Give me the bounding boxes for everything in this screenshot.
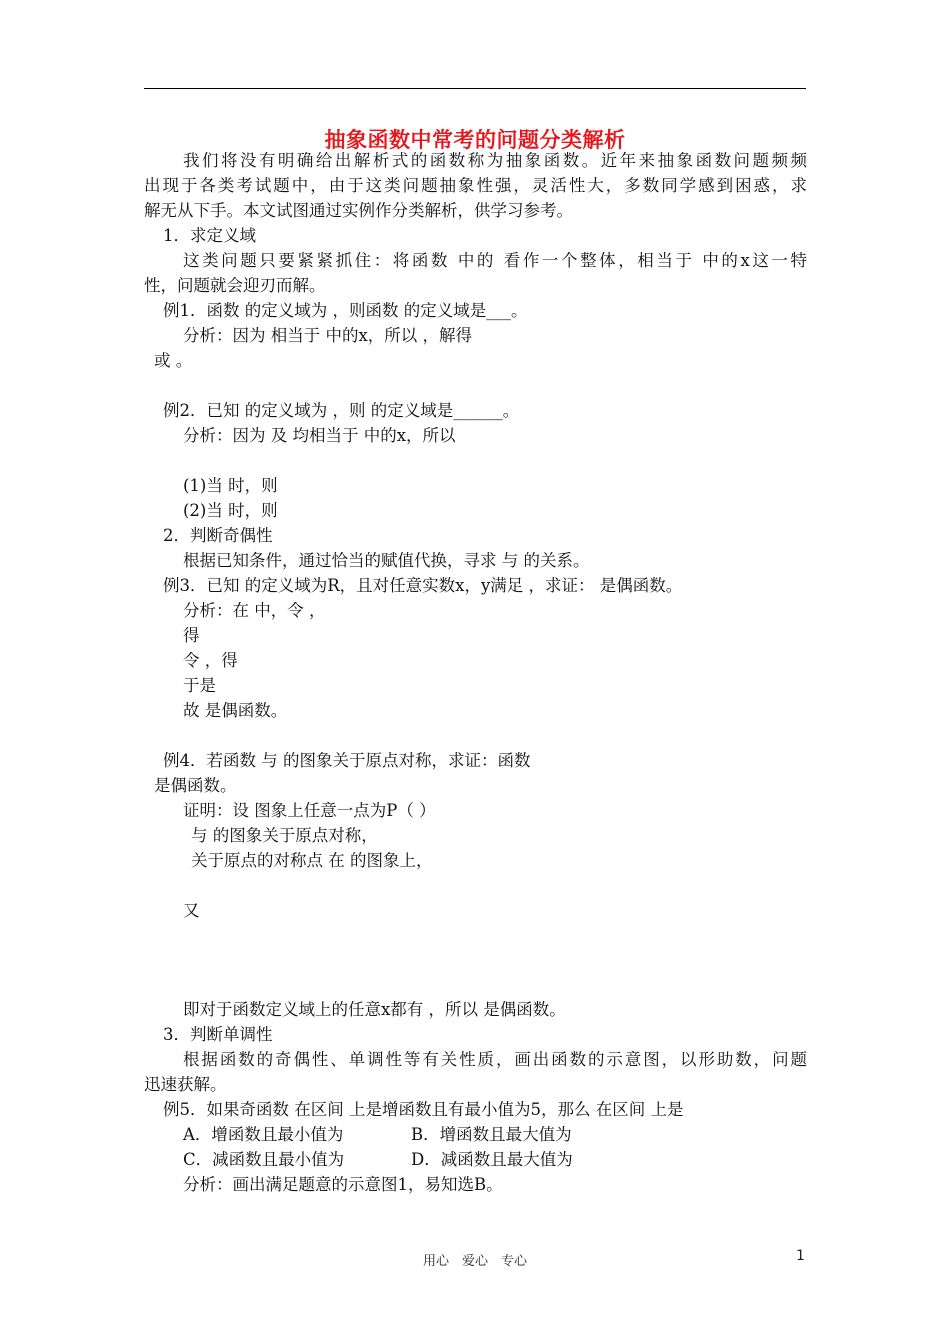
- paragraph-line: 这类问题只要紧紧抓住：将函数 中的 看作一个整体，相当于 中的x这一特: [183, 251, 807, 270]
- paragraph-line: 出现于各类考试题中，由于这类问题抽象性强，灵活性大，多数同学感到困惑，求: [144, 176, 807, 195]
- proof-line: 与 的图象关于原点对称，: [191, 826, 378, 845]
- analysis-line: 故 是偶函数。: [183, 701, 288, 720]
- analysis-line: (1)当 时，则: [183, 476, 278, 495]
- page-number: 1: [796, 1248, 805, 1264]
- section-heading: 3．判断单调性: [163, 1025, 273, 1044]
- analysis-line: 分析：因为 及 均相当于 中的x，所以: [183, 426, 456, 445]
- header-rule: [144, 88, 806, 89]
- analysis-line: (2)当 时，则: [183, 501, 278, 520]
- paragraph-line: 性，问题就会迎刃而解。: [144, 276, 326, 295]
- paragraph-line: 解无从下手。本文试图通过实例作分类解析，供学习参考。: [144, 201, 573, 220]
- analysis-line: 分析：在 中，令 ，: [183, 601, 326, 620]
- option-d: D．减函数且最大值为: [411, 1150, 573, 1169]
- page-footer: 用心 爱心 专心: [422, 1254, 527, 1269]
- example-line: 是偶函数。: [154, 776, 237, 795]
- analysis-line: 分析：画出满足题意的示意图1，易知选B。: [183, 1175, 503, 1194]
- paragraph-line: 迅速获解。: [144, 1075, 227, 1094]
- paragraph-line: 根据函数的奇偶性、单调性等有关性质，画出函数的示意图，以形助数，问题: [183, 1050, 807, 1069]
- example-line: 例1．函数 的定义域为 ，则函数 的定义域是___。: [163, 301, 528, 320]
- paragraph-line: 根据已知条件，通过恰当的赋值代换，寻求 与 的关系。: [183, 551, 590, 570]
- example-line: 例5．如果奇函数 在区间 上是增函数且有最小值为5，那么 在区间 上是: [163, 1100, 684, 1119]
- section-heading: 1．求定义域: [163, 226, 256, 245]
- analysis-line: 得: [183, 626, 200, 645]
- proof-line: 证明：设 图象上任意一点为P（ ）: [183, 801, 436, 820]
- analysis-line: 或 。: [154, 351, 193, 370]
- page-title: 抽象函数中常考的问题分类解析: [324, 127, 626, 152]
- proof-line: 又: [183, 901, 200, 920]
- analysis-line: 于是: [183, 676, 216, 695]
- example-line: 例4．若函数 与 的图象关于原点对称，求证：函数: [163, 751, 531, 770]
- analysis-line: 分析：因为 相当于 中的x，所以 ，解得: [183, 326, 473, 345]
- option-c: C．减函数且最小值为: [183, 1150, 345, 1169]
- example-line: 例3．已知 的定义域为R，且对任意实数x，y满足 ，求证： 是偶函数。: [163, 576, 683, 595]
- option-b: B．增函数且最大值为: [411, 1125, 572, 1144]
- paragraph-line: 我们将没有明确给出解析式的函数称为抽象函数。近年来抽象函数问题频频: [183, 151, 807, 170]
- example-line: 例2．已知 的定义域为 ，则 的定义域是______。: [163, 401, 520, 420]
- option-a: A．增函数且最小值为: [183, 1125, 344, 1144]
- proof-line: 关于原点的对称点 在 的图象上，: [191, 851, 433, 870]
- analysis-line: 令 ，得: [183, 651, 238, 670]
- proof-line: 即对于函数定义域上的任意x都有 ，所以 是偶函数。: [183, 1000, 566, 1019]
- section-heading: 2．判断奇偶性: [163, 526, 273, 545]
